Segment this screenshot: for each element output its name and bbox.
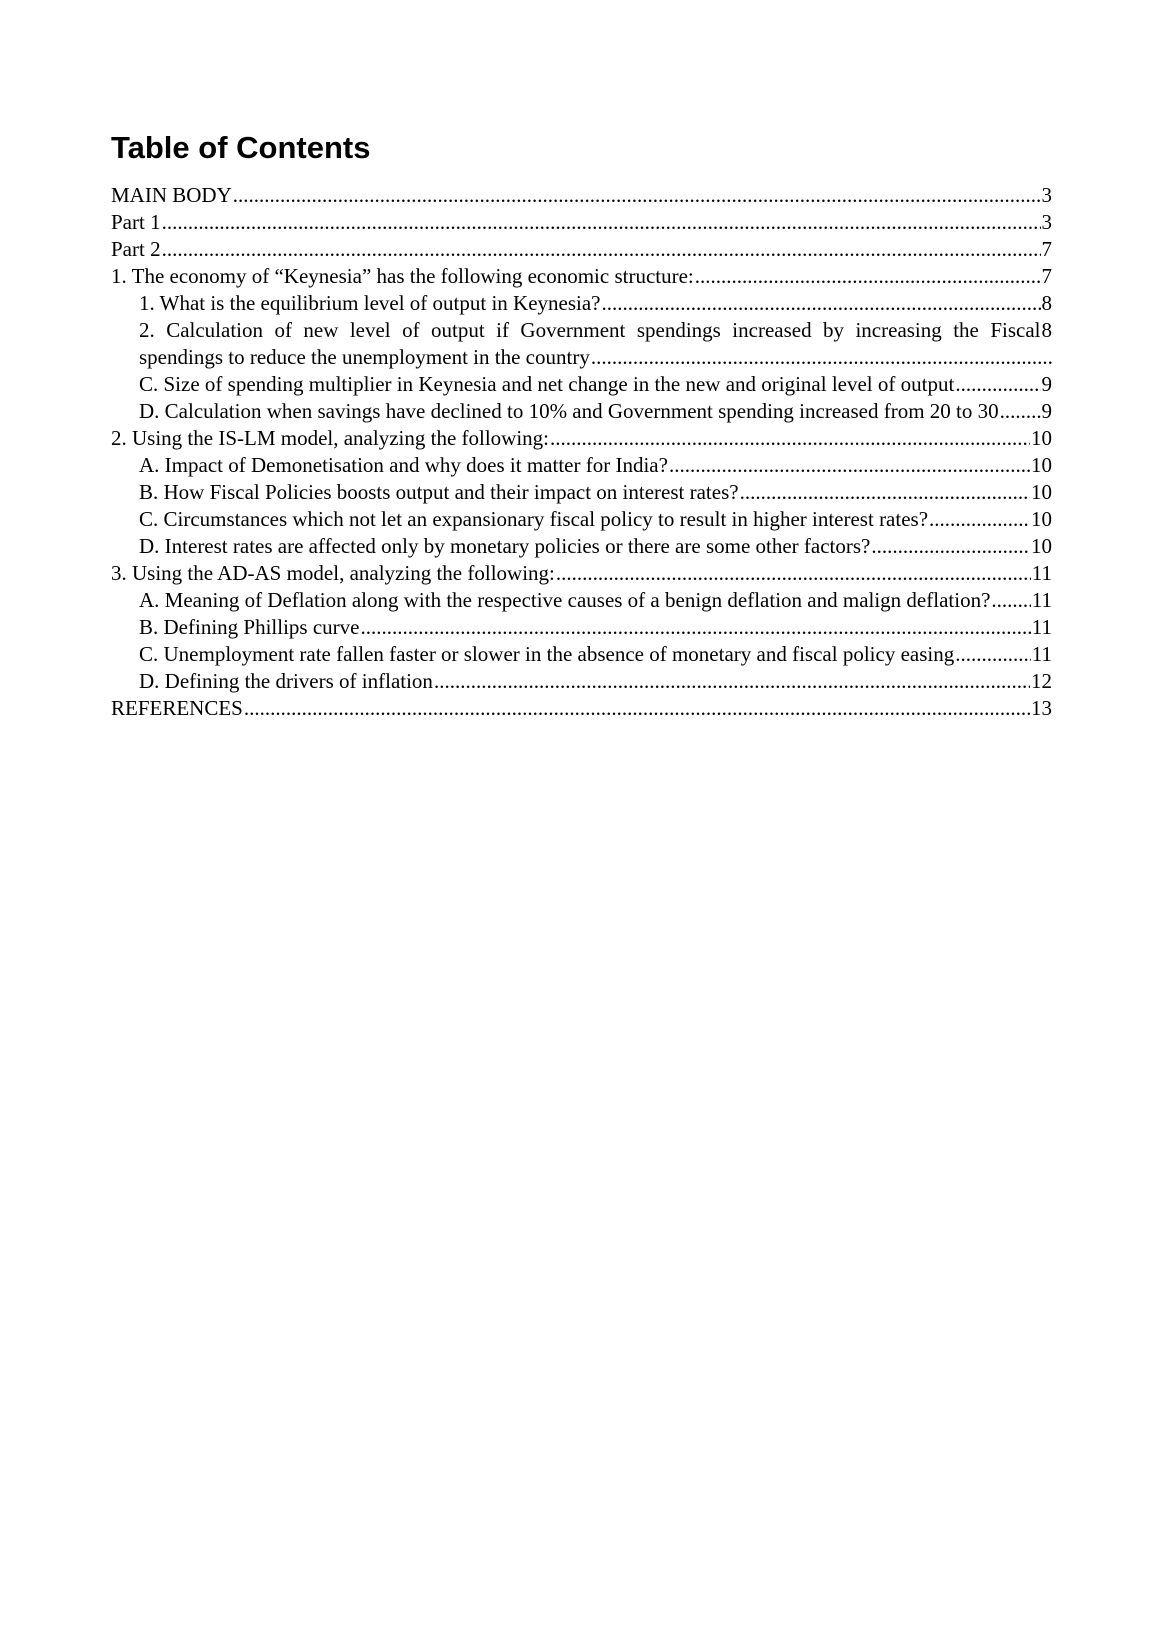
toc-entry[interactable] xyxy=(111,533,1052,560)
toc-entry-page-number: 8 xyxy=(1041,291,1052,315)
toc-entry-text: MAIN BODY ..... xyxy=(111,183,232,207)
toc-entry-page-number: 7 xyxy=(1041,264,1052,288)
toc-entry-text: C. Size of spending multiplier in Keynesia and net change in the new and original level of output ..... xyxy=(139,372,954,396)
toc-entry-text: 2. Using the IS-LM model, analyzing the following: ..... xyxy=(111,426,549,450)
toc-entry[interactable] xyxy=(111,425,1052,452)
toc-entry-text: B. Defining Phillips curve ..... xyxy=(139,615,359,639)
toc-entry-page-number: 7 xyxy=(1041,237,1052,261)
toc-entry-page-number: 11 xyxy=(1031,588,1052,612)
toc-entry-text: REFERENCES ..... xyxy=(111,696,243,720)
toc-entry-page-number: 11 xyxy=(1031,642,1052,666)
toc-entry-page-number: 10 xyxy=(1031,426,1052,450)
toc-entry-text: 1. What is the equilibrium level of output in Keynesia? ..... xyxy=(139,291,601,315)
toc-entry-page-number: 10 xyxy=(1031,480,1052,504)
toc-entry[interactable] xyxy=(111,452,1052,479)
toc-entry-page-number: 13 xyxy=(1031,696,1052,720)
toc-entry[interactable] xyxy=(111,479,1052,506)
toc-entry-page-number: 10 xyxy=(1031,534,1052,558)
toc-entry-text: C. Unemployment rate fallen faster or slower in the absence of monetary and fiscal policy easing ..... xyxy=(139,642,954,666)
toc-entry[interactable] xyxy=(111,668,1052,695)
toc-entry-text: D. Calculation when savings have declined to 10% and Government spending increased from 20 to 30 ..... xyxy=(139,399,999,423)
toc-entry[interactable] xyxy=(111,290,1052,317)
toc-entry-page-number: 11 xyxy=(1031,615,1052,639)
toc-entry-page-number: 9 xyxy=(1041,399,1052,423)
toc-entry[interactable] xyxy=(111,371,1052,398)
toc-entry-page-number: 3 xyxy=(1041,183,1052,207)
toc-entry-text: C. Circumstances which not let an expansionary fiscal policy to result in higher interest rates? ..... xyxy=(139,507,928,531)
toc-entry-page-number: 8 xyxy=(1041,318,1052,342)
toc-entry-page-number: 10 xyxy=(1031,507,1052,531)
toc-entry-text: A. Meaning of Deflation along with the respective causes of a benign deflation and malign deflation? ..... xyxy=(139,588,990,612)
toc-entry[interactable] xyxy=(111,182,1052,209)
toc-entry-page-number: 11 xyxy=(1031,561,1052,585)
toc-entry-page-number: 9 xyxy=(1041,372,1052,396)
toc-entry[interactable] xyxy=(111,614,1052,641)
toc-entry[interactable] xyxy=(111,263,1052,290)
toc-entry-text: B. How Fiscal Policies boosts output and their impact on interest rates? ..... xyxy=(139,480,739,504)
toc-entry-page-number: 12 xyxy=(1031,669,1052,693)
toc-entry[interactable] xyxy=(111,695,1052,722)
toc-entry-text: Part 2 ..... xyxy=(111,237,161,261)
toc-entry-text: 1. The economy of “Keynesia” has the following economic structure: ..... xyxy=(111,264,694,288)
toc-title: Table of Contents xyxy=(111,130,371,165)
toc-entry-text: D. Defining the drivers of inflation ..... xyxy=(139,669,433,693)
toc-entry[interactable] xyxy=(111,236,1052,263)
toc-entry-text: Part 1 ..... xyxy=(111,210,161,234)
document-page xyxy=(111,128,1052,722)
toc-entry[interactable] xyxy=(111,641,1052,668)
toc-entry[interactable] xyxy=(111,506,1052,533)
toc-entry-text: 2. Calculation of new level of output if Government spendings increased by increasing the Fiscal spendings to reduce the unemployment in the country ..... xyxy=(139,318,1041,369)
toc-entry[interactable] xyxy=(111,317,1052,371)
toc-entry[interactable] xyxy=(111,209,1052,236)
toc-entry[interactable] xyxy=(111,560,1052,587)
toc-entry-text: A. Impact of Demonetisation and why does it matter for India? ..... xyxy=(139,453,668,477)
toc-entry-page-number: 10 xyxy=(1031,453,1052,477)
toc-entry-page-number: 3 xyxy=(1041,210,1052,234)
toc-entry-text: D. Interest rates are affected only by monetary policies or there are some other factors? ..... xyxy=(139,534,870,558)
toc-list xyxy=(111,182,1052,722)
toc-entry[interactable] xyxy=(111,587,1052,614)
toc-entry-text: 3. Using the AD-AS model, analyzing the following: ..... xyxy=(111,561,555,585)
toc-entry[interactable] xyxy=(111,398,1052,425)
